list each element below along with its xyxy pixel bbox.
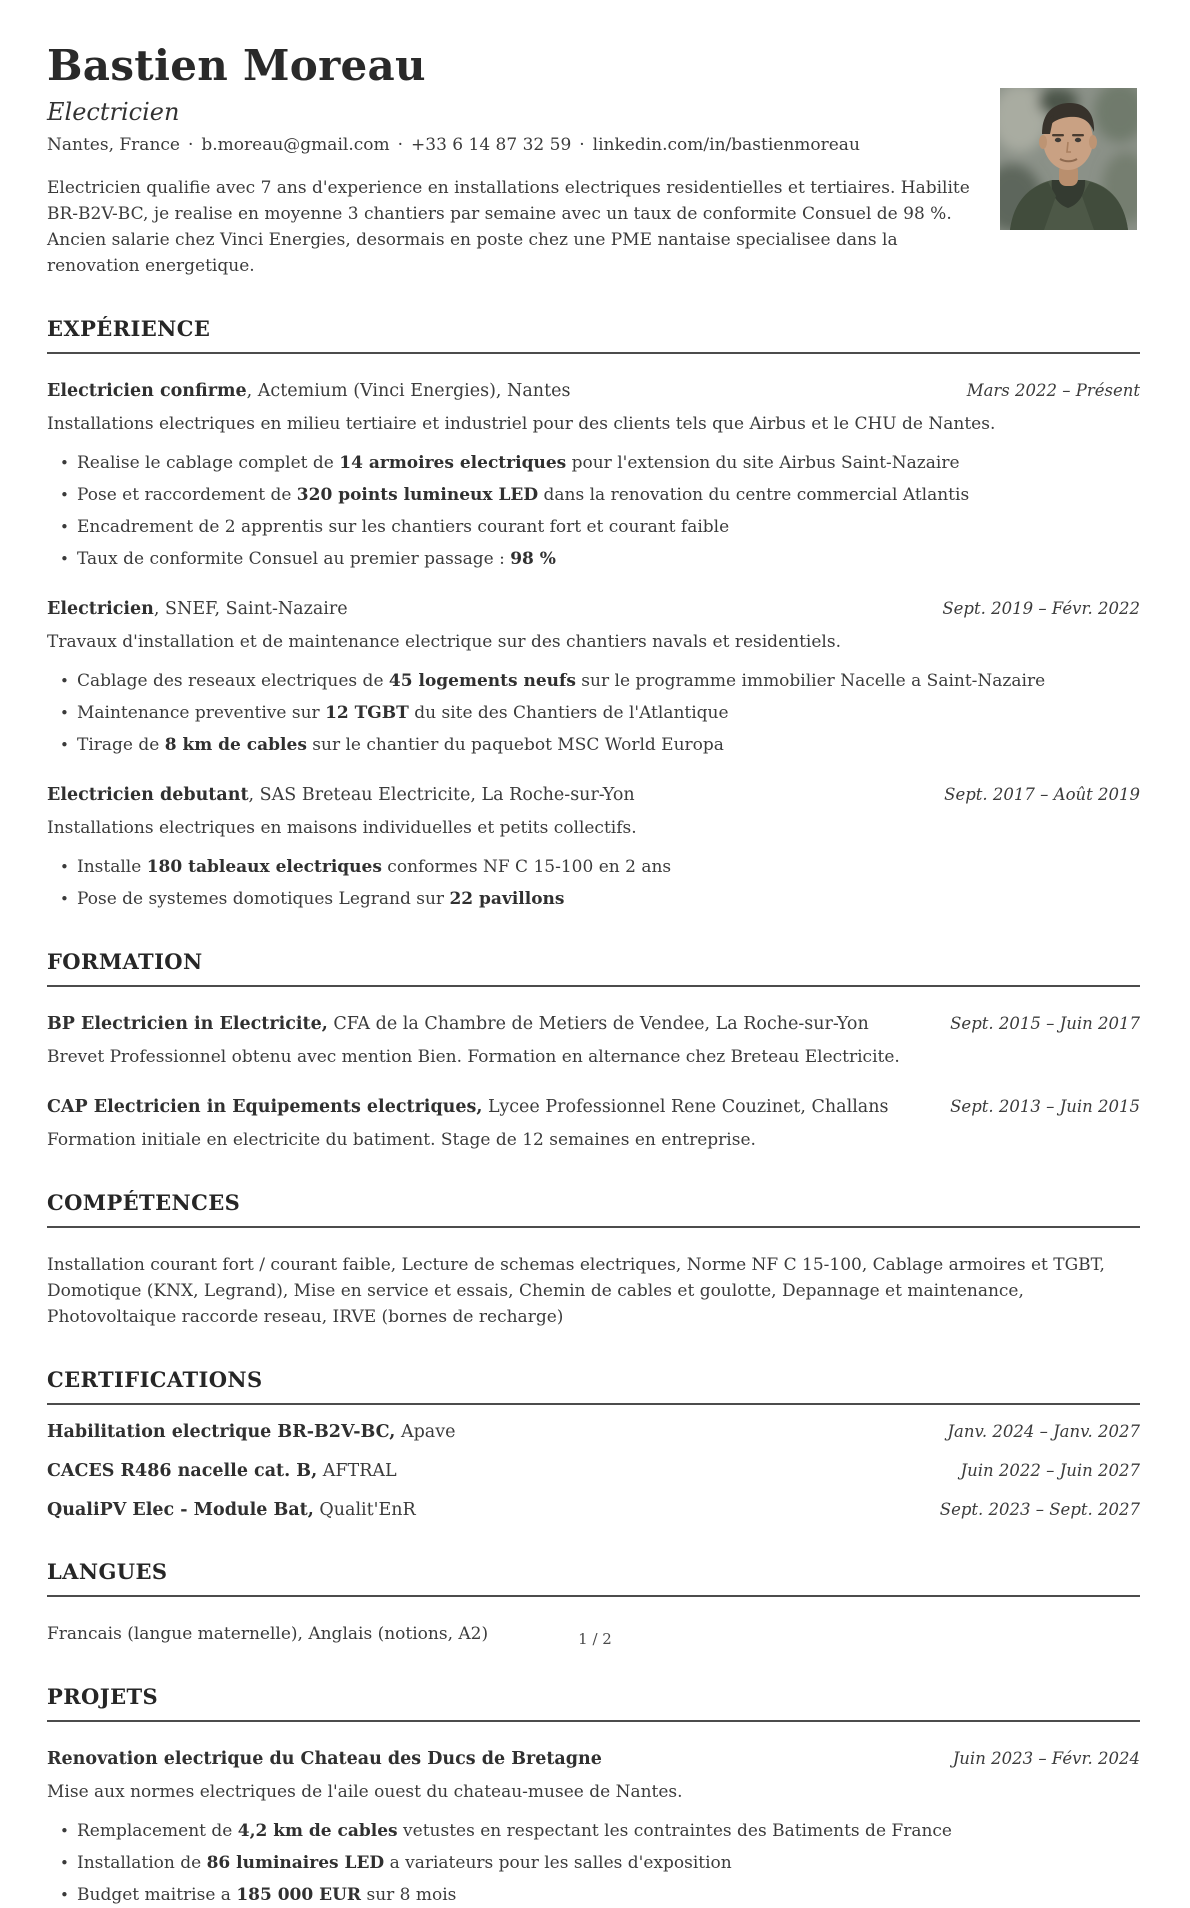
certification-title: CACES R486 nacelle cat. B, AFTRAL xyxy=(47,1461,397,1482)
entry-dates: Sept. 2015 – Juin 2017 xyxy=(950,1014,1140,1034)
dot-separator-icon: · xyxy=(579,135,585,156)
contact-phone: +33 6 14 87 32 59 xyxy=(411,135,572,156)
contact-location: Nantes, France xyxy=(47,135,180,156)
bullet-list xyxy=(47,668,1140,758)
entry-description: Installations electriques en maisons individuelles et petits collectifs. xyxy=(47,818,637,839)
dot-separator-icon: · xyxy=(187,135,194,156)
formation-entry xyxy=(47,1012,1140,1070)
bullet-item: • Budget maitrise a 185 000 EUR sur 8 mois xyxy=(77,1882,1140,1908)
section-experience xyxy=(47,316,1140,912)
profile-photo xyxy=(1000,88,1137,230)
certification-row xyxy=(47,1498,1140,1522)
candidate-title: Electricien xyxy=(47,98,180,127)
resume-header xyxy=(47,41,1140,279)
entry-title: BP Electricien in Electricite, CFA de la Chambre de Metiers de Vendee, La Roche-sur-Yon xyxy=(47,1014,869,1035)
bullet-item: • Pose de systemes domotiques Legrand sur 22 pavillons xyxy=(77,886,1140,912)
section-heading: CERTIFICATIONS xyxy=(47,1367,1140,1405)
competences-text: Installation courant fort / courant faible, Lecture de schemas electriques, Norme NF C 15-100, Cablage armoires et TGBT, Domotique (KNX, Legrand), Mise en service et essais, Chemin de cables et goulotte, Depannage et maintenance, Photovoltaique raccorde reseau, IRVE (bornes de recharge) xyxy=(47,1255,1105,1328)
section-certifications xyxy=(47,1367,1140,1522)
bullet-item: • Taux de conformite Consuel au premier passage : 98 % xyxy=(77,546,1140,572)
page-number: 1 / 2 xyxy=(578,1630,612,1648)
bullet-item: • Pose et raccordement de 320 points lumineux LED dans la renovation du centre commercial Atlantis xyxy=(77,482,1140,508)
candidate-name: Bastien Moreau xyxy=(47,41,426,90)
bullet-list xyxy=(47,450,1140,572)
bullet-list xyxy=(47,1818,1140,1908)
bullet-item: • Tirage de 8 km de cables sur le chantier du paquebot MSC World Europa xyxy=(77,732,1140,758)
experience-entry xyxy=(47,783,1140,912)
certification-row xyxy=(47,1420,1140,1444)
formation-entry xyxy=(47,1095,1140,1153)
certification-row xyxy=(47,1459,1140,1483)
entry-description: Installations electriques en milieu tertiaire et industriel pour des clients tels que Airbus et le CHU de Nantes. xyxy=(47,414,996,435)
entry-description: Travaux d'installation et de maintenance electrique sur des chantiers navals et residentiels. xyxy=(47,632,841,653)
bullet-item: • Maintenance preventive sur 12 TGBT du site des Chantiers de l'Atlantique xyxy=(77,700,1140,726)
certification-dates: Juin 2022 – Juin 2027 xyxy=(960,1461,1140,1481)
bullet-item: • Installation de 86 luminaires LED a variateurs pour les salles d'exposition xyxy=(77,1850,1140,1876)
bullet-list xyxy=(47,854,1140,912)
certification-title: Habilitation electrique BR-B2V-BC, Apave xyxy=(47,1422,456,1443)
entry-dates: Sept. 2013 – Juin 2015 xyxy=(950,1097,1140,1117)
entry-dates: Juin 2023 – Févr. 2024 xyxy=(952,1749,1140,1769)
bullet-item: • Encadrement de 2 apprentis sur les chantiers courant fort et courant faible xyxy=(77,514,1140,540)
contact-linkedin: linkedin.com/in/bastienmoreau xyxy=(592,135,860,156)
section-heading: PROJETS xyxy=(47,1684,1140,1722)
experience-entry xyxy=(47,597,1140,758)
entry-dates: Mars 2022 – Présent xyxy=(966,381,1140,401)
contact-email: b.moreau@gmail.com xyxy=(201,135,390,156)
entry-dates: Sept. 2019 – Févr. 2022 xyxy=(942,599,1140,619)
entry-title: Renovation electrique du Chateau des Ducs de Bretagne xyxy=(47,1749,602,1770)
bullet-item: • Realise le cablage complet de 14 armoires electriques pour l'extension du site Airbus Saint-Nazaire xyxy=(77,450,1140,476)
entry-dates: Sept. 2017 – Août 2019 xyxy=(944,785,1140,805)
entry-description: Mise aux normes electriques de l'aile ouest du chateau-musee de Nantes. xyxy=(47,1782,683,1803)
project-entry xyxy=(47,1747,1140,1908)
certification-dates: Sept. 2023 – Sept. 2027 xyxy=(939,1500,1140,1520)
dot-separator-icon: · xyxy=(397,135,404,156)
entry-title: Electricien debutant, SAS Breteau Electricite, La Roche-sur-Yon xyxy=(47,785,635,806)
contact-line xyxy=(47,135,1140,155)
section-formation xyxy=(47,949,1140,1153)
section-heading: FORMATION xyxy=(47,949,1140,987)
section-projets xyxy=(47,1684,1140,1908)
certification-dates: Janv. 2024 – Janv. 2027 xyxy=(947,1422,1140,1442)
section-heading: COMPÉTENCES xyxy=(47,1190,1140,1228)
certification-title: QualiPV Elec - Module Bat, Qualit'EnR xyxy=(47,1500,416,1521)
summary-paragraph: Electricien qualifie avec 7 ans d'experience en installations electriques residentielles et tertiaires. Habilite BR-B2V-BC, je realise en moyenne 3 chantiers par semaine avec un taux de conformite Consuel de 98 %. Ancien salarie chez Vinci Energies, desormais en poste chez une PME nantaise specialisee dans la renovation energetique. xyxy=(47,178,970,277)
bullet-item: • Cablage des reseaux electriques de 45 logements neufs sur le programme immobilier Nacelle a Saint-Nazaire xyxy=(77,668,1140,694)
entry-title: Electricien, SNEF, Saint-Nazaire xyxy=(47,599,348,620)
entry-title: CAP Electricien in Equipements electriques, Lycee Professionnel Rene Couzinet, Challans xyxy=(47,1097,889,1118)
entry-description: Brevet Professionnel obtenu avec mention Bien. Formation en alternance chez Breteau Electricite. xyxy=(47,1047,900,1068)
section-competences xyxy=(47,1190,1140,1330)
langues-text: Francais (langue maternelle), Anglais (notions, A2) xyxy=(47,1624,489,1645)
experience-entry xyxy=(47,379,1140,572)
entry-description: Formation initiale en electricite du batiment. Stage de 12 semaines en entreprise. xyxy=(47,1130,756,1151)
entry-title: Electricien confirme, Actemium (Vinci Energies), Nantes xyxy=(47,381,571,402)
bullet-item: • Installe 180 tableaux electriques conformes NF C 15-100 en 2 ans xyxy=(77,854,1140,880)
section-heading: LANGUES xyxy=(47,1559,1140,1597)
section-heading: EXPÉRIENCE xyxy=(47,316,1140,354)
bullet-item: • Remplacement de 4,2 km de cables vetustes en respectant les contraintes des Batiments de France xyxy=(77,1818,1140,1844)
